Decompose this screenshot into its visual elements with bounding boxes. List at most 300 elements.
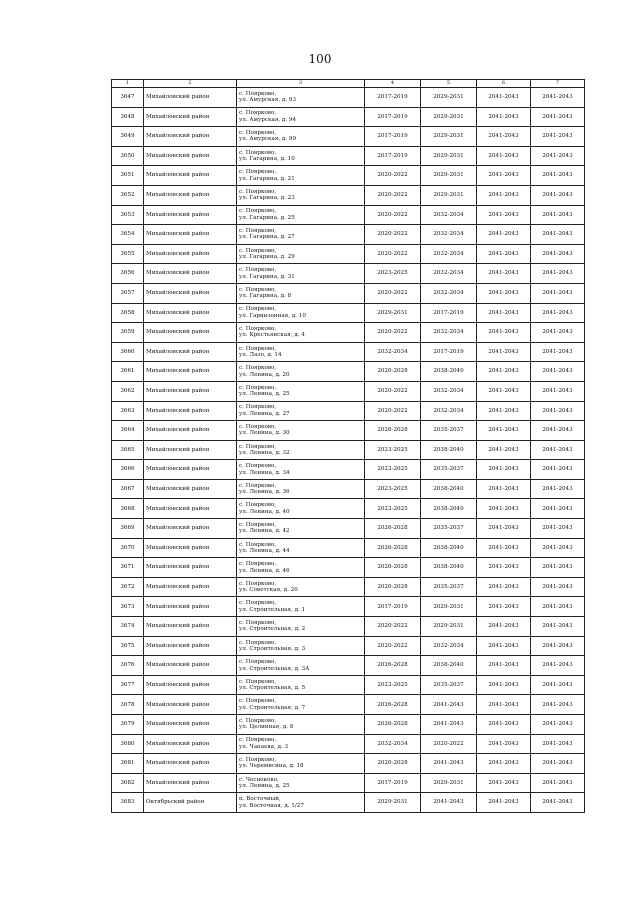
address-cell [237, 519, 365, 539]
period-cell-7: 2041-2043 [531, 597, 585, 617]
district-cell: Михайловский район [144, 773, 237, 793]
address-settlement: с. Поярково, [239, 169, 277, 176]
address-cell [237, 734, 365, 754]
period-cell-5: 2020-2022 [421, 734, 477, 754]
address-settlement: с. Чесноково, [239, 776, 279, 783]
district-cell: Михайловский район [144, 225, 237, 245]
address-settlement: с. Поярково, [239, 443, 277, 450]
period-cell-7: 2041-2043 [531, 146, 585, 166]
period-cell-4: 2020-2022 [365, 244, 421, 264]
period-cell-6: 2041-2043 [477, 734, 531, 754]
address-cell [237, 127, 365, 147]
period-cell-4: 2017-2019 [365, 127, 421, 147]
period-cell-5: 2038-2040 [421, 656, 477, 676]
row-number-cell: 3660 [112, 342, 144, 362]
address-settlement: с. Поярково, [239, 345, 277, 352]
period-cell-5: 2041-2043 [421, 754, 477, 774]
period-cell-4: 2032-2034 [365, 734, 421, 754]
table-row [112, 166, 585, 186]
address-settlement: с. Поярково, [239, 228, 277, 235]
address-cell [237, 675, 365, 695]
period-cell-5: 2029-2031 [421, 185, 477, 205]
address-street: ул. Гагарина, д. 23 [239, 195, 295, 202]
row-number-cell: 3668 [112, 499, 144, 519]
address-street: ул. Ленина, д. 25 [239, 391, 290, 398]
document-table [111, 79, 585, 813]
period-cell-7: 2041-2043 [531, 225, 585, 245]
address-street: ул. Гагарина, д. 8 [239, 293, 292, 300]
address-street: ул. Ленина, д. 44 [239, 547, 290, 554]
period-cell-7: 2041-2043 [531, 185, 585, 205]
address-cell [237, 479, 365, 499]
address-street: ул. Гагарина, д. 25 [239, 214, 295, 221]
period-cell-5: 2017-2019 [421, 303, 477, 323]
period-cell-4: 2026-2028 [365, 519, 421, 539]
table-row [112, 127, 585, 147]
row-number-cell: 3648 [112, 107, 144, 127]
row-number-cell: 3658 [112, 303, 144, 323]
period-cell-6: 2041-2043 [477, 577, 531, 597]
table-row [112, 675, 585, 695]
district-cell: Михайловский район [144, 656, 237, 676]
period-cell-7: 2041-2043 [531, 617, 585, 637]
period-cell-6: 2041-2043 [477, 754, 531, 774]
period-cell-6: 2041-2043 [477, 695, 531, 715]
address-settlement: с. Поярково, [239, 600, 277, 607]
district-cell: Михайловский район [144, 323, 237, 343]
address-cell [237, 636, 365, 656]
address-cell [237, 773, 365, 793]
address-settlement: с. Поярково, [239, 306, 277, 313]
period-cell-5: 2032-2034 [421, 244, 477, 264]
address-settlement: с. Поярково, [239, 326, 277, 333]
district-cell: Михайловский район [144, 734, 237, 754]
address-settlement: с. Поярково, [239, 247, 277, 254]
period-cell-6: 2041-2043 [477, 421, 531, 441]
address-cell [237, 362, 365, 382]
period-cell-4: 2026-2028 [365, 715, 421, 735]
period-cell-4: 2020-2022 [365, 185, 421, 205]
address-cell [237, 225, 365, 245]
address-street: ул. Ленина, д. 32 [239, 449, 290, 456]
address-street: ул. Гагарина, д. 10 [239, 156, 295, 163]
address-cell [237, 107, 365, 127]
period-cell-5: 2035-2037 [421, 577, 477, 597]
period-cell-7: 2041-2043 [531, 421, 585, 441]
address-street: ул. Ленина, д. 42 [239, 528, 290, 535]
district-cell: Михайловский район [144, 597, 237, 617]
district-cell: Михайловский район [144, 88, 237, 108]
row-number-cell: 3652 [112, 185, 144, 205]
table-row [112, 558, 585, 578]
period-cell-7: 2041-2043 [531, 754, 585, 774]
table-row [112, 244, 585, 264]
address-settlement: с. Поярково, [239, 267, 277, 274]
period-cell-7: 2041-2043 [531, 283, 585, 303]
address-street: ул. Ленина, д. 30 [239, 430, 290, 437]
district-cell: Михайловский район [144, 440, 237, 460]
address-cell [237, 166, 365, 186]
district-cell: Михайловский район [144, 401, 237, 421]
period-cell-7: 2041-2043 [531, 656, 585, 676]
row-number-cell: 3653 [112, 205, 144, 225]
table-row [112, 440, 585, 460]
row-number-cell: 3667 [112, 479, 144, 499]
district-cell: Михайловский район [144, 421, 237, 441]
header-cell-4: 4 [365, 80, 421, 88]
period-cell-4: 2023-2025 [365, 460, 421, 480]
period-cell-6: 2041-2043 [477, 323, 531, 343]
table-row [112, 695, 585, 715]
period-cell-5: 2038-2040 [421, 440, 477, 460]
address-street: ул. Амурская, д. 93 [239, 97, 297, 104]
address-settlement: с. Поярково, [239, 678, 277, 685]
address-street: ул. Лазо, д. 14 [239, 352, 282, 359]
district-cell: Михайловский район [144, 519, 237, 539]
address-settlement: с. Поярково, [239, 541, 277, 548]
period-cell-5: 2032-2034 [421, 283, 477, 303]
period-cell-6: 2041-2043 [477, 88, 531, 108]
row-number-cell: 3647 [112, 88, 144, 108]
table-row [112, 499, 585, 519]
district-cell: Михайловский район [144, 166, 237, 186]
period-cell-4: 2023-2025 [365, 499, 421, 519]
address-cell [237, 440, 365, 460]
address-cell [237, 323, 365, 343]
district-cell: Михайловский район [144, 146, 237, 166]
row-number-cell: 3674 [112, 617, 144, 637]
period-cell-4: 2026-2028 [365, 656, 421, 676]
table-header [112, 80, 585, 88]
period-cell-7: 2041-2043 [531, 636, 585, 656]
period-cell-5: 2029-2031 [421, 617, 477, 637]
period-cell-4: 2020-2022 [365, 381, 421, 401]
period-cell-6: 2041-2043 [477, 479, 531, 499]
period-cell-4: 2020-2022 [365, 166, 421, 186]
period-cell-7: 2041-2043 [531, 440, 585, 460]
period-cell-4: 2017-2019 [365, 107, 421, 127]
district-cell: Михайловский район [144, 675, 237, 695]
period-cell-7: 2041-2043 [531, 362, 585, 382]
row-number-cell: 3659 [112, 323, 144, 343]
district-cell: Михайловский район [144, 127, 237, 147]
period-cell-5: 2029-2031 [421, 146, 477, 166]
address-cell [237, 617, 365, 637]
period-cell-6: 2041-2043 [477, 773, 531, 793]
row-number-cell: 3665 [112, 440, 144, 460]
period-cell-4: 2020-2022 [365, 205, 421, 225]
row-number-cell: 3666 [112, 460, 144, 480]
district-cell: Михайловский район [144, 185, 237, 205]
period-cell-5: 2041-2043 [421, 715, 477, 735]
address-street: ул. Строительная, д. 3 [239, 645, 306, 652]
table-row [112, 264, 585, 284]
address-settlement: с. Поярково, [239, 737, 277, 744]
row-number-cell: 3682 [112, 773, 144, 793]
address-cell [237, 303, 365, 323]
table-row [112, 656, 585, 676]
period-cell-7: 2041-2043 [531, 244, 585, 264]
address-settlement: с. Поярково, [239, 90, 277, 97]
table-row [112, 636, 585, 656]
address-settlement: с. Поярково, [239, 521, 277, 528]
address-settlement: с. Поярково, [239, 639, 277, 646]
period-cell-6: 2041-2043 [477, 636, 531, 656]
address-street: ул. Ленина, д. 25 [239, 783, 290, 790]
period-cell-5: 2032-2034 [421, 323, 477, 343]
address-cell [237, 244, 365, 264]
period-cell-5: 2041-2043 [421, 695, 477, 715]
period-cell-4: 2023-2025 [365, 675, 421, 695]
period-cell-6: 2041-2043 [477, 166, 531, 186]
table-row [112, 597, 585, 617]
table-row [112, 773, 585, 793]
address-street: ул. Ленина, д. 20 [239, 371, 290, 378]
address-street: ул. Строительная, д. 3А [239, 665, 310, 672]
period-cell-5: 2038-2040 [421, 499, 477, 519]
period-cell-7: 2041-2043 [531, 127, 585, 147]
address-settlement: с. Поярково, [239, 717, 277, 724]
period-cell-6: 2041-2043 [477, 401, 531, 421]
address-cell [237, 421, 365, 441]
table-row [112, 107, 585, 127]
table-row [112, 538, 585, 558]
row-number-cell: 3669 [112, 519, 144, 539]
district-cell: Михайловский район [144, 715, 237, 735]
period-cell-5: 2029-2031 [421, 107, 477, 127]
address-settlement: с. Поярково, [239, 463, 277, 470]
district-cell: Михайловский район [144, 479, 237, 499]
period-cell-5: 2029-2031 [421, 773, 477, 793]
period-cell-4: 2026-2028 [365, 754, 421, 774]
period-cell-7: 2041-2043 [531, 538, 585, 558]
address-settlement: с. Поярково, [239, 580, 277, 587]
period-cell-7: 2041-2043 [531, 577, 585, 597]
table-row [112, 479, 585, 499]
address-street: ул. Целинная, д. 8 [239, 724, 294, 731]
period-cell-6: 2041-2043 [477, 205, 531, 225]
address-street: ул. Амурская, д. 99 [239, 136, 297, 143]
header-cell-2: 2 [144, 80, 237, 88]
row-number-cell: 3675 [112, 636, 144, 656]
period-cell-6: 2041-2043 [477, 715, 531, 735]
period-cell-6: 2041-2043 [477, 127, 531, 147]
period-cell-7: 2041-2043 [531, 323, 585, 343]
address-settlement: с. Поярково, [239, 659, 277, 666]
period-cell-4: 2023-2025 [365, 264, 421, 284]
address-settlement: с. Поярково, [239, 384, 277, 391]
period-cell-6: 2041-2043 [477, 381, 531, 401]
header-cell-3: 3 [237, 80, 365, 88]
page-number: 100 [308, 52, 332, 66]
period-cell-5: 2035-2037 [421, 460, 477, 480]
table-row [112, 460, 585, 480]
period-cell-7: 2041-2043 [531, 460, 585, 480]
table-row [112, 362, 585, 382]
district-cell: Октябрьский район [144, 793, 237, 813]
period-cell-5: 2032-2034 [421, 264, 477, 284]
address-settlement: с. Поярково, [239, 404, 277, 411]
address-settlement: с. Поярково, [239, 188, 277, 195]
row-number-cell: 3651 [112, 166, 144, 186]
period-cell-7: 2041-2043 [531, 342, 585, 362]
address-cell [237, 283, 365, 303]
period-cell-6: 2041-2043 [477, 362, 531, 382]
district-cell: Михайловский район [144, 362, 237, 382]
district-cell: Михайловский район [144, 381, 237, 401]
period-cell-4: 2020-2022 [365, 401, 421, 421]
period-cell-4: 2029-2031 [365, 303, 421, 323]
period-cell-5: 2032-2034 [421, 205, 477, 225]
address-cell [237, 88, 365, 108]
period-cell-5: 2029-2031 [421, 166, 477, 186]
period-cell-4: 2023-2025 [365, 440, 421, 460]
address-settlement: п. Восточный, [239, 796, 281, 803]
period-cell-6: 2041-2043 [477, 146, 531, 166]
address-cell [237, 754, 365, 774]
period-cell-7: 2041-2043 [531, 401, 585, 421]
period-cell-6: 2041-2043 [477, 460, 531, 480]
period-cell-7: 2041-2043 [531, 264, 585, 284]
row-number-cell: 3655 [112, 244, 144, 264]
period-cell-5: 2038-2040 [421, 362, 477, 382]
district-cell: Михайловский район [144, 499, 237, 519]
row-number-cell: 3672 [112, 577, 144, 597]
period-cell-5: 2038-2040 [421, 538, 477, 558]
address-street: ул. Ленина, д. 34 [239, 469, 290, 476]
period-cell-7: 2041-2043 [531, 88, 585, 108]
period-cell-4: 2026-2028 [365, 362, 421, 382]
address-street: ул. Ленина, д. 40 [239, 508, 290, 515]
address-street: ул. Гагарина, д. 29 [239, 254, 295, 261]
period-cell-7: 2041-2043 [531, 793, 585, 813]
address-cell [237, 558, 365, 578]
row-number-cell: 3661 [112, 362, 144, 382]
table-row [112, 793, 585, 813]
address-settlement: с. Поярково, [239, 502, 277, 509]
address-cell [237, 146, 365, 166]
address-street: ул. Крестьянская, д. 4 [239, 332, 305, 339]
period-cell-7: 2041-2043 [531, 519, 585, 539]
district-cell: Михайловский район [144, 558, 237, 578]
address-street: ул. Ленина, д. 46 [239, 567, 290, 574]
address-street: ул. Гарнизонная, д. 10 [239, 312, 306, 319]
period-cell-4: 2026-2028 [365, 421, 421, 441]
address-settlement: с. Поярково, [239, 286, 277, 293]
row-number-cell: 3649 [112, 127, 144, 147]
period-cell-4: 2020-2022 [365, 617, 421, 637]
row-number-cell: 3676 [112, 656, 144, 676]
period-cell-7: 2041-2043 [531, 558, 585, 578]
district-cell: Михайловский район [144, 205, 237, 225]
district-cell: Михайловский район [144, 460, 237, 480]
period-cell-6: 2041-2043 [477, 264, 531, 284]
row-number-cell: 3671 [112, 558, 144, 578]
table-row [112, 617, 585, 637]
address-cell [237, 499, 365, 519]
address-street: ул. Восточная, д. 1/27 [239, 802, 304, 809]
period-cell-6: 2041-2043 [477, 107, 531, 127]
address-street: ул. Гагарина, д. 21 [239, 175, 295, 182]
address-street: ул. Гагарина, д. 27 [239, 234, 295, 241]
table-row [112, 146, 585, 166]
period-cell-5: 2035-2037 [421, 675, 477, 695]
address-settlement: с. Поярково, [239, 149, 277, 156]
period-cell-7: 2041-2043 [531, 303, 585, 323]
period-cell-5: 2029-2031 [421, 127, 477, 147]
period-cell-7: 2041-2043 [531, 479, 585, 499]
address-cell [237, 381, 365, 401]
row-number-cell: 3680 [112, 734, 144, 754]
period-cell-4: 2020-2022 [365, 636, 421, 656]
address-street: ул. Строительная, д. 7 [239, 704, 306, 711]
address-street: ул. Ленина, д. 36 [239, 489, 290, 496]
table-row [112, 381, 585, 401]
period-cell-5: 2038-2040 [421, 479, 477, 499]
address-settlement: с. Поярково, [239, 482, 277, 489]
period-cell-5: 2032-2034 [421, 401, 477, 421]
table-row [112, 323, 585, 343]
table-row [112, 205, 585, 225]
row-number-cell: 3670 [112, 538, 144, 558]
address-cell [237, 264, 365, 284]
period-cell-6: 2041-2043 [477, 440, 531, 460]
period-cell-7: 2041-2043 [531, 715, 585, 735]
period-cell-6: 2041-2043 [477, 283, 531, 303]
address-cell [237, 205, 365, 225]
address-street: ул. Ленина, д. 27 [239, 410, 290, 417]
row-number-cell: 3677 [112, 675, 144, 695]
period-cell-6: 2041-2043 [477, 538, 531, 558]
address-settlement: с. Поярково, [239, 423, 277, 430]
district-cell: Михайловский район [144, 107, 237, 127]
address-cell [237, 793, 365, 813]
period-cell-4: 2017-2019 [365, 597, 421, 617]
period-cell-4: 2017-2019 [365, 773, 421, 793]
period-cell-4: 2017-2019 [365, 88, 421, 108]
row-number-cell: 3656 [112, 264, 144, 284]
table-row [112, 88, 585, 108]
table-row [112, 303, 585, 323]
address-street: ул. Гагарина, д. 31 [239, 273, 295, 280]
period-cell-7: 2041-2043 [531, 734, 585, 754]
period-cell-6: 2041-2043 [477, 303, 531, 323]
period-cell-7: 2041-2043 [531, 205, 585, 225]
district-cell: Михайловский район [144, 283, 237, 303]
period-cell-4: 2026-2028 [365, 558, 421, 578]
district-cell: Михайловский район [144, 695, 237, 715]
table-row [112, 734, 585, 754]
period-cell-6: 2041-2043 [477, 558, 531, 578]
row-number-cell: 3663 [112, 401, 144, 421]
period-cell-5: 2035-2037 [421, 519, 477, 539]
address-street: ул. Амурская, д. 94 [239, 116, 297, 123]
table-row [112, 225, 585, 245]
period-cell-6: 2041-2043 [477, 225, 531, 245]
table-row [112, 185, 585, 205]
period-cell-7: 2041-2043 [531, 166, 585, 186]
table-body [112, 88, 585, 813]
period-cell-4: 2020-2022 [365, 225, 421, 245]
address-cell [237, 577, 365, 597]
period-cell-6: 2041-2043 [477, 675, 531, 695]
row-number-cell: 3654 [112, 225, 144, 245]
row-number-cell: 3683 [112, 793, 144, 813]
address-settlement: с. Поярково, [239, 365, 277, 372]
header-cell-5: 5 [421, 80, 477, 88]
table-row [112, 715, 585, 735]
row-number-cell: 3650 [112, 146, 144, 166]
